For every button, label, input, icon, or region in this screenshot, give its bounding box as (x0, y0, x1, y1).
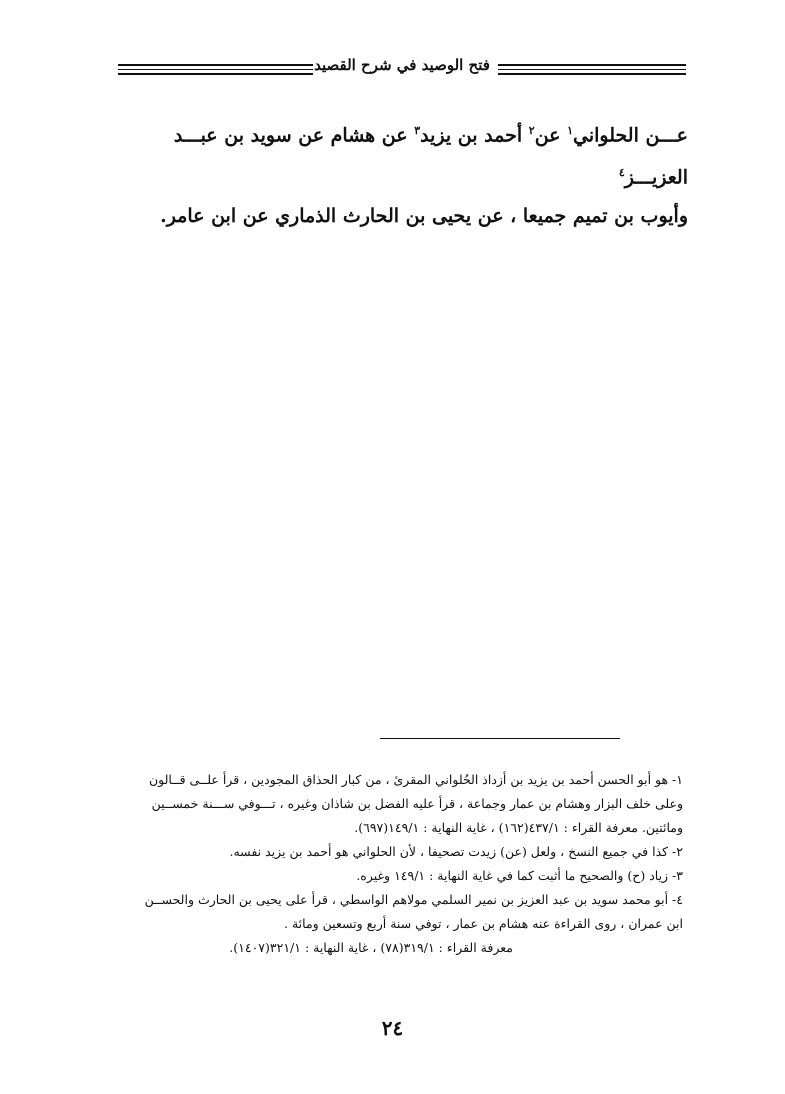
footnote-line: وعلى خلف البزار وهشام بن عمار وجماعة ، قرأ عليه الفضل بن شاذان وغيره ، تـــوفي ســـنة خمســين (151, 796, 683, 811)
footnote-3 (128, 864, 683, 888)
main-text-line-1 (128, 112, 688, 197)
footnote-ref-2: ٢ (528, 124, 535, 137)
text-segment: عن هشام عن سويد بن عبـــد العزيـــز (173, 124, 688, 189)
footnote-line: معرفة القراء : ٣١٩/١(٧٨) ، غاية النهاية : ٣٢١/١(١٤٠٧). (229, 940, 513, 955)
footnote-line: ومائتين. معرفة القراء : ٤٣٧/١(١٦٢) ، غاية النهاية : ١٤٩/١(٦٩٧). (354, 820, 683, 835)
footnote-ref-4: ٤ (618, 166, 625, 180)
footnote-separator (380, 738, 620, 739)
running-header (118, 56, 686, 84)
page-number: ٢٤ (381, 1016, 404, 1040)
footnote-line: ٢- كذا في جميع النسخ ، ولعل (عن) زيدت تصحيفا ، لأن الحلواني هو أحمد بن يزيد نفسه. (229, 844, 683, 859)
text-segment: عن (534, 124, 568, 147)
footnote-4 (128, 888, 683, 960)
footnote-line: ١- هو أبو الحسن أحمد بن يزيد بن أزداذ الحُلواني المقرئ ، من كبار الحذاق المجودين ، قرأ علــى قــالون (148, 772, 683, 787)
header-rule-right (498, 64, 686, 66)
footnote-ref-1: ١ (567, 124, 574, 137)
main-text-line-2: وأيوب بن تميم جميعا ، عن يحيى بن الحارث الذماري عن ابن عامر. (160, 204, 688, 227)
text-segment: عـــن الحلواني (573, 124, 688, 147)
footnote-1 (128, 768, 683, 840)
header-rule-left (118, 64, 313, 66)
footnotes (128, 768, 683, 960)
book-title: فتح الوصيد في شرح القصيد (314, 56, 490, 74)
footnote-2 (128, 840, 683, 864)
main-text (128, 112, 688, 235)
footnote-line: ٤- أبو محمد سويد بن عبد العزيز بن نمير السلمي مولاهم الواسطي ، قرأ على يحيى بن الحارث والحســن (144, 892, 683, 907)
footnote-line: ٣- زياد (ح) والصحيح ما أثبت كما في غاية النهاية : ١٤٩/١ وغيره. (356, 868, 683, 883)
footnote-ref-3: ٣ (414, 124, 421, 137)
footnote-line: ابن عمران ، روى القراءة عنه هشام بن عمار ، توفي سنة أربع وتسعين ومائة . (284, 916, 683, 931)
text-segment: أحمد بن يزيد (420, 124, 529, 147)
